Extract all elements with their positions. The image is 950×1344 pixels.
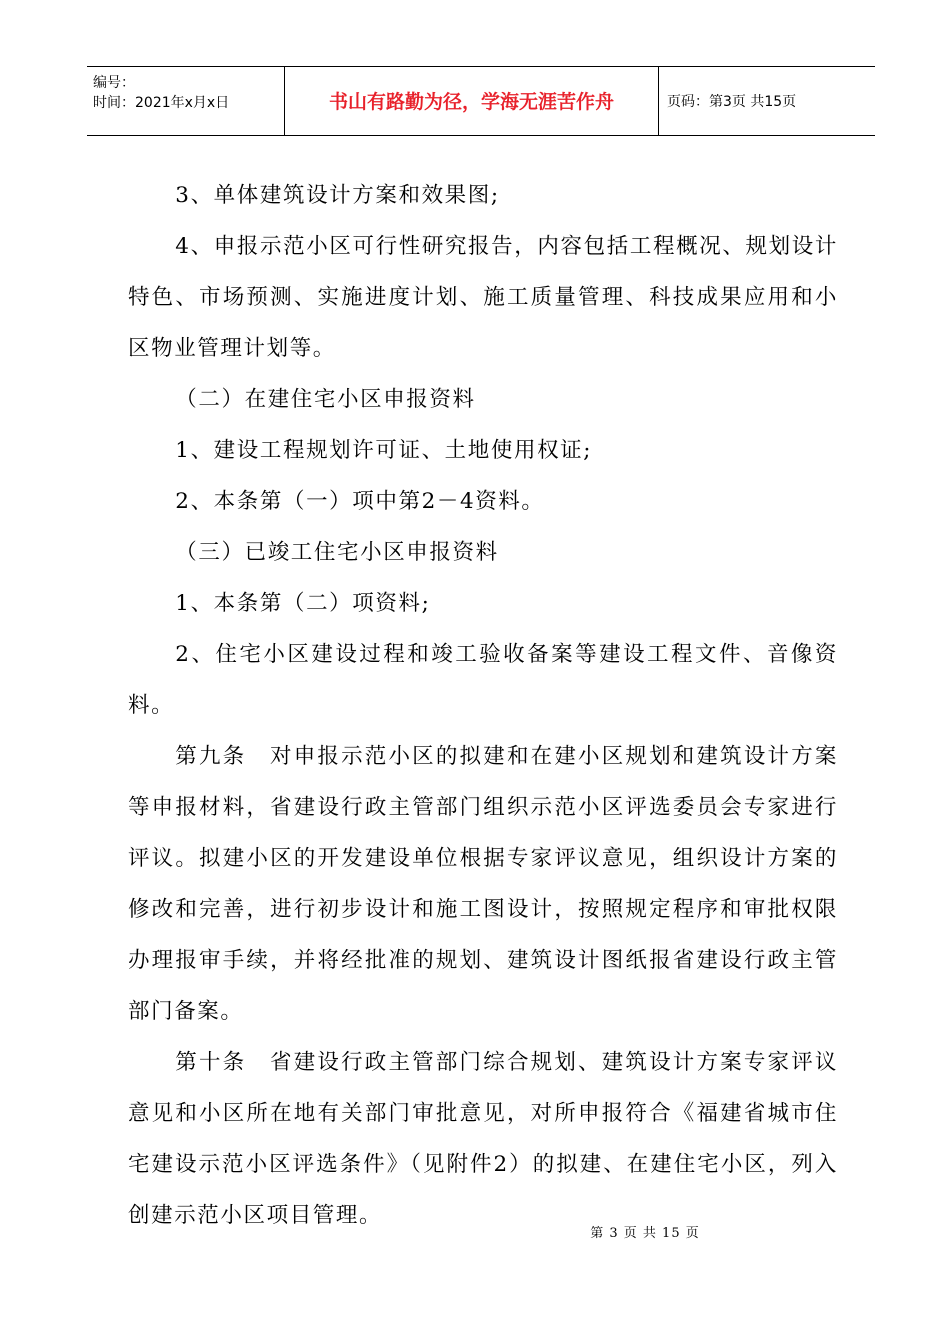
document-body (128, 170, 838, 1241)
serial-number-label: 编号： (93, 75, 135, 91)
paragraph: 2、本条第（一）项中第2－4资料。 (175, 489, 545, 514)
article-nine: 第九条 对申报示范小区的拟建和在建小区规划和建筑设计方案等申报材料，省建设行政主管部门组织示范小区评选委员会专家进行评议。拟建小区的开发建设单位根据专家评议意见，组织设计方案的修改和完善，进行初步设计和施工图设计，按照规定程序和审批权限办理报审手续，并将经批准的规划、建筑设计图纸报省建设行政主管部门备案。 (128, 744, 838, 1024)
paragraph: 1、本条第（二）项资料; (175, 591, 431, 616)
header-meta (87, 67, 285, 135)
page-footer: 第 3 页 共 15 页 (590, 1226, 700, 1241)
date-label: 时间：2021年x月x日 (93, 95, 230, 111)
header-motto: 书山有路勤为径，学海无涯苦作舟 (285, 67, 659, 135)
section-heading: （三）已竣工住宅小区申报资料 (175, 540, 499, 565)
header-page-code: 页码：第3页 共15页 (667, 94, 797, 110)
paragraph: 2、住宅小区建设过程和竣工验收备案等建设工程文件、音像资料。 (128, 642, 838, 718)
section-heading: （二）在建住宅小区申报资料 (175, 387, 476, 412)
paragraph: 3、单体建筑设计方案和效果图; (175, 183, 500, 208)
paragraph: 4、申报示范小区可行性研究报告，内容包括工程概况、规划设计特色、市场预测、实施进度计划、施工质量管理、科技成果应用和小区物业管理计划等。 (128, 234, 838, 361)
article-ten: 第十条 省建设行政主管部门综合规划、建筑设计方案专家评议意见和小区所在地有关部门审批意见，对所申报符合《福建省城市住宅建设示范小区评选条件》（见附件2）的拟建、在建住宅小区，列入创建示范小区项目管理。 (128, 1050, 838, 1228)
document-header (87, 66, 875, 136)
paragraph: 1、建设工程规划许可证、土地使用权证; (175, 438, 593, 463)
